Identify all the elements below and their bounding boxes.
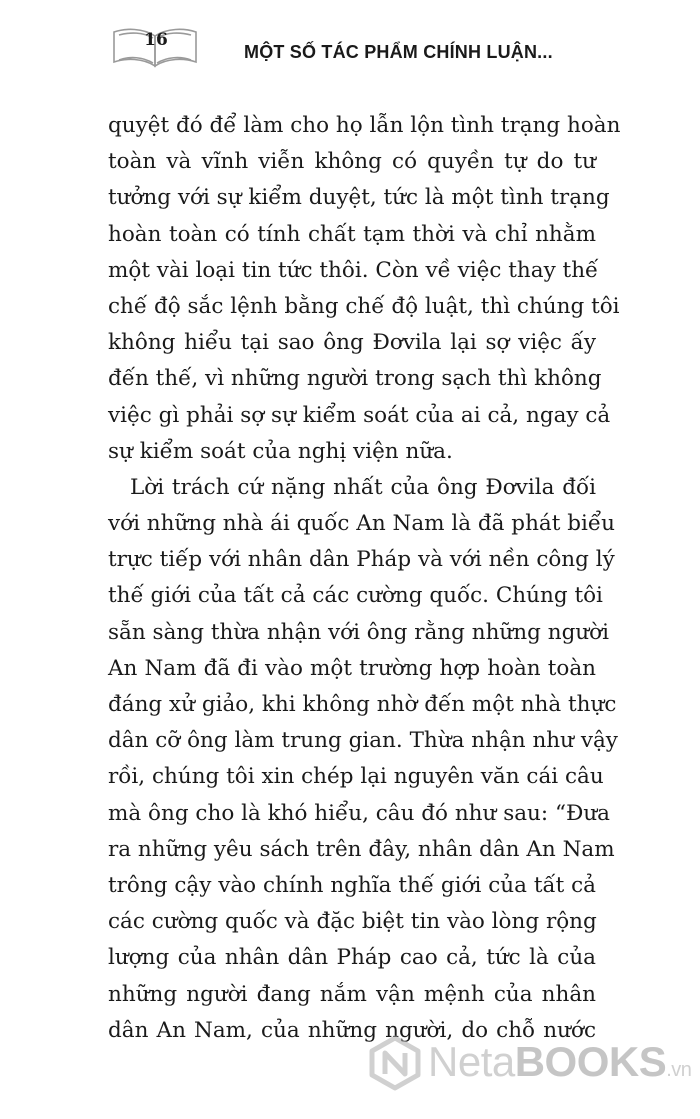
watermark-light: Neta	[428, 1038, 515, 1085]
text-line: trông cậy vào chính nghĩa thế giới của tất cả	[108, 872, 596, 898]
text-line: mà ông cho là khó hiểu, câu đó như sau: “Đưa	[108, 800, 610, 826]
text-line: rồi, chúng tôi xin chép lại nguyên văn cái câu	[108, 764, 604, 790]
text-line: một vài loại tin tức thôi. Còn về việc thay thế	[108, 257, 599, 283]
text-line: đáng xử giảo, khi không nhờ đến một nhà thực	[108, 692, 617, 717]
text-line: hoàn toàn có tính chất tạm thời và chỉ nhằm	[108, 221, 596, 247]
paragraph-start-line: Lời trách cứ nặng nhất của ông Đơvila đối	[130, 474, 596, 500]
text-line: An Nam đã đi vào một trường hợp hoàn toàn	[108, 655, 596, 681]
watermark-tld: .vn	[666, 1059, 692, 1081]
text-line: với những nhà ái quốc An Nam là đã phát biểu	[108, 511, 615, 537]
text-line: việc gì phải sợ sự kiểm soát của ai cả, ngay cả	[108, 402, 611, 428]
paragraph-end-line: sự kiểm soát của nghị viện nữa.	[108, 438, 453, 464]
running-title: MỘT SỐ TÁC PHẨM CHÍNH LUẬN...	[244, 42, 553, 62]
text-line: đến thế, vì những người trong sạch thì không	[108, 366, 602, 392]
text-line: sẵn sàng thừa nhận với ông rằng những người	[108, 619, 609, 645]
text-line: thế giới của tất cả các cường quốc. Chúng tôi	[108, 583, 603, 609]
body-text	[108, 108, 621, 1049]
watermark-bold: BOOKS	[514, 1038, 667, 1085]
text-line: không hiểu tại sao ông Đơvila lại sợ việc ấy	[108, 330, 596, 356]
watermark	[366, 1024, 696, 1104]
page-number: 16	[144, 30, 168, 50]
text-line: ra những yêu sách trên đây, nhân dân An Nam	[108, 836, 615, 862]
text-line: trực tiếp với nhân dân Pháp và với nền công lý	[108, 547, 615, 573]
text-line: chế độ sắc lệnh bằng chế độ luật, thì chúng tôi	[108, 293, 620, 319]
text-line: những người đang nắm vận mệnh của nhân	[108, 981, 596, 1007]
text-line: quyệt đó để làm cho họ lẫn lộn tình trạng hoàn	[108, 113, 621, 138]
netabooks-logo-icon	[366, 1034, 424, 1092]
text-line: dân cỡ ông làm trung gian. Thừa nhận như vậy	[108, 728, 618, 754]
text-line: tưởng với sự kiểm duyệt, tức là một tình trạng	[108, 185, 610, 211]
page-header	[0, 0, 700, 80]
text-line: dân An Nam, của những người, do chỗ nước	[108, 1017, 596, 1043]
text-line: lượng của nhân dân Pháp cao cả, tức là của	[108, 945, 596, 971]
watermark-text	[428, 1038, 691, 1086]
text-line: toàn và vĩnh viễn không có quyền tự do tư	[108, 149, 596, 175]
text-line: các cường quốc và đặc biệt tin vào lòng rộng	[108, 909, 597, 935]
